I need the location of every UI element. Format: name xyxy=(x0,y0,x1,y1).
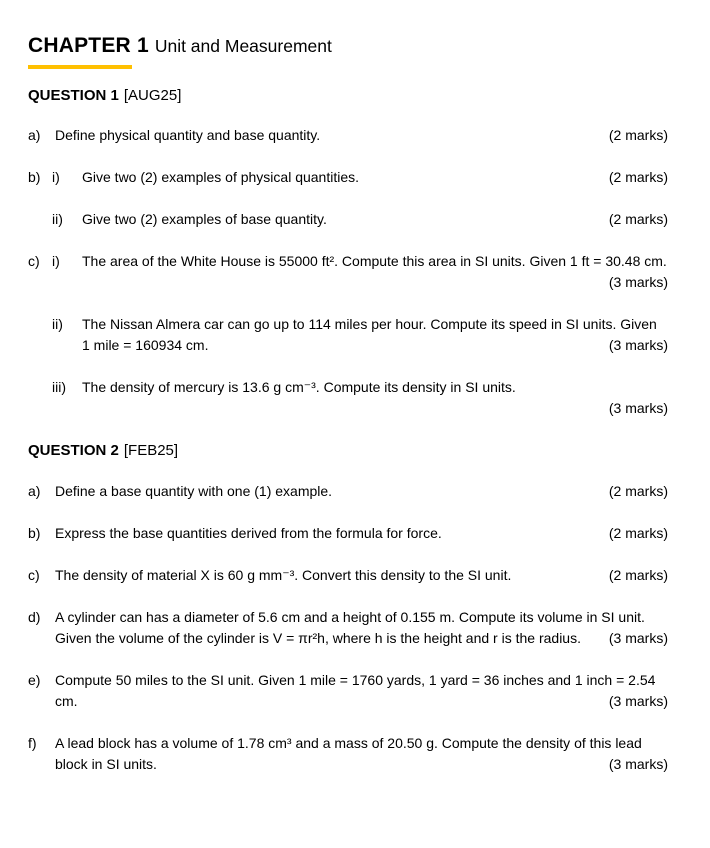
item-text: Define physical quantity and base quantity. xyxy=(55,127,321,143)
item-body xyxy=(55,565,668,586)
section-heading xyxy=(28,440,668,463)
item-marks: (2 marks) xyxy=(608,524,668,541)
question-item xyxy=(28,733,668,775)
item-label: c) xyxy=(28,253,40,269)
question-item xyxy=(28,377,668,419)
item-marks: (3 marks) xyxy=(608,629,668,646)
item-label: a) xyxy=(28,482,41,499)
item-text: A cylinder can has a diameter of 5.6 cm and a height of 0.155 m. Compute its volume in SI unit. Given the volume of the cylinder is V = πr²h, where h is the height and r is the radius. xyxy=(55,608,645,646)
item-marks: (2 marks) xyxy=(608,127,668,143)
item-body xyxy=(55,125,668,146)
question-item xyxy=(28,607,668,649)
item-marks: (3 marks) xyxy=(608,692,668,709)
question-1-section xyxy=(28,85,668,420)
heading-underline xyxy=(28,65,132,69)
item-marks: (3 marks) xyxy=(608,400,668,416)
item-text: A lead block has a volume of 1.78 cm³ and a mass of 20.50 g. Compute the density of this lead block in SI units. xyxy=(55,734,642,772)
item-marks: (3 marks) xyxy=(608,337,668,353)
item-label xyxy=(28,377,52,419)
question-item xyxy=(28,565,668,586)
item-text: The density of material X is 60 g mm⁻³. Convert this density to the SI unit. xyxy=(55,566,512,583)
item-body xyxy=(55,523,668,544)
item-label: b) xyxy=(28,524,41,541)
item-marks: (2 marks) xyxy=(608,482,668,499)
item-body xyxy=(55,733,668,775)
chapter-heading xyxy=(28,30,668,69)
question-item xyxy=(28,314,668,356)
chapter-heading-line xyxy=(28,30,668,62)
item-text: The density of mercury is 13.6 g cm⁻³. Compute its density in SI units. xyxy=(82,379,516,395)
item-sublabel: ii) xyxy=(52,316,63,332)
item-body xyxy=(82,209,668,230)
item-marks: (2 marks) xyxy=(608,211,668,227)
item-body xyxy=(82,314,668,356)
item-text: The Nissan Almera car can go up to 114 miles per hour. Compute its speed in SI units. Given 1 mile = 160934 cm. xyxy=(82,316,657,353)
section-heading xyxy=(28,85,668,108)
item-label: e) xyxy=(28,671,41,688)
chapter-label: CHAPTER 1 xyxy=(28,34,149,57)
question-label: QUESTION 2 xyxy=(28,442,119,459)
question-item xyxy=(28,481,668,502)
question-item xyxy=(28,670,668,712)
item-text: Express the base quantities derived from the formula for force. xyxy=(55,524,442,541)
item-sublabel: iii) xyxy=(52,379,66,395)
question-item xyxy=(28,523,668,544)
item-body xyxy=(82,167,668,188)
item-body xyxy=(82,251,668,293)
item-marks: (2 marks) xyxy=(608,566,668,583)
item-text: The area of the White House is 55000 ft². Compute this area in SI units. Given 1 ft = 30.48 cm. xyxy=(82,253,667,269)
item-marks: (3 marks) xyxy=(608,274,668,290)
item-body xyxy=(55,670,668,712)
question-item xyxy=(28,167,668,188)
item-sublabel: i) xyxy=(52,253,60,269)
item-label: f) xyxy=(28,734,37,751)
item-marks: (3 marks) xyxy=(608,755,668,772)
item-marks: (2 marks) xyxy=(608,169,668,185)
question-session-tag: [FEB25] xyxy=(123,442,179,459)
chapter-title: Unit and Measurement xyxy=(154,36,332,56)
question-item xyxy=(28,251,668,293)
item-body xyxy=(55,607,668,649)
question-item xyxy=(28,209,668,230)
item-label: c) xyxy=(28,566,40,583)
item-text: Give two (2) examples of physical quantities. xyxy=(82,169,360,185)
item-label xyxy=(28,209,52,230)
item-text: Compute 50 miles to the SI unit. Given 1 mile = 1760 yards, 1 yard = 36 inches and 1 inch = 2.54 cm. xyxy=(55,671,656,709)
item-sublabel: ii) xyxy=(52,211,63,227)
item-label xyxy=(28,314,52,356)
item-body xyxy=(82,377,668,419)
item-label: b) xyxy=(28,169,41,185)
item-text: Give two (2) examples of base quantity. xyxy=(82,211,327,227)
item-label: a) xyxy=(28,127,41,143)
item-text: Define a base quantity with one (1) example. xyxy=(55,482,333,499)
question-session-tag: [AUG25] xyxy=(123,86,182,104)
question-2-section xyxy=(28,440,668,775)
question-item xyxy=(28,125,668,146)
item-label: d) xyxy=(28,608,41,625)
item-sublabel: i) xyxy=(52,169,60,185)
question-label: QUESTION 1 xyxy=(28,86,119,104)
item-body xyxy=(55,481,668,502)
